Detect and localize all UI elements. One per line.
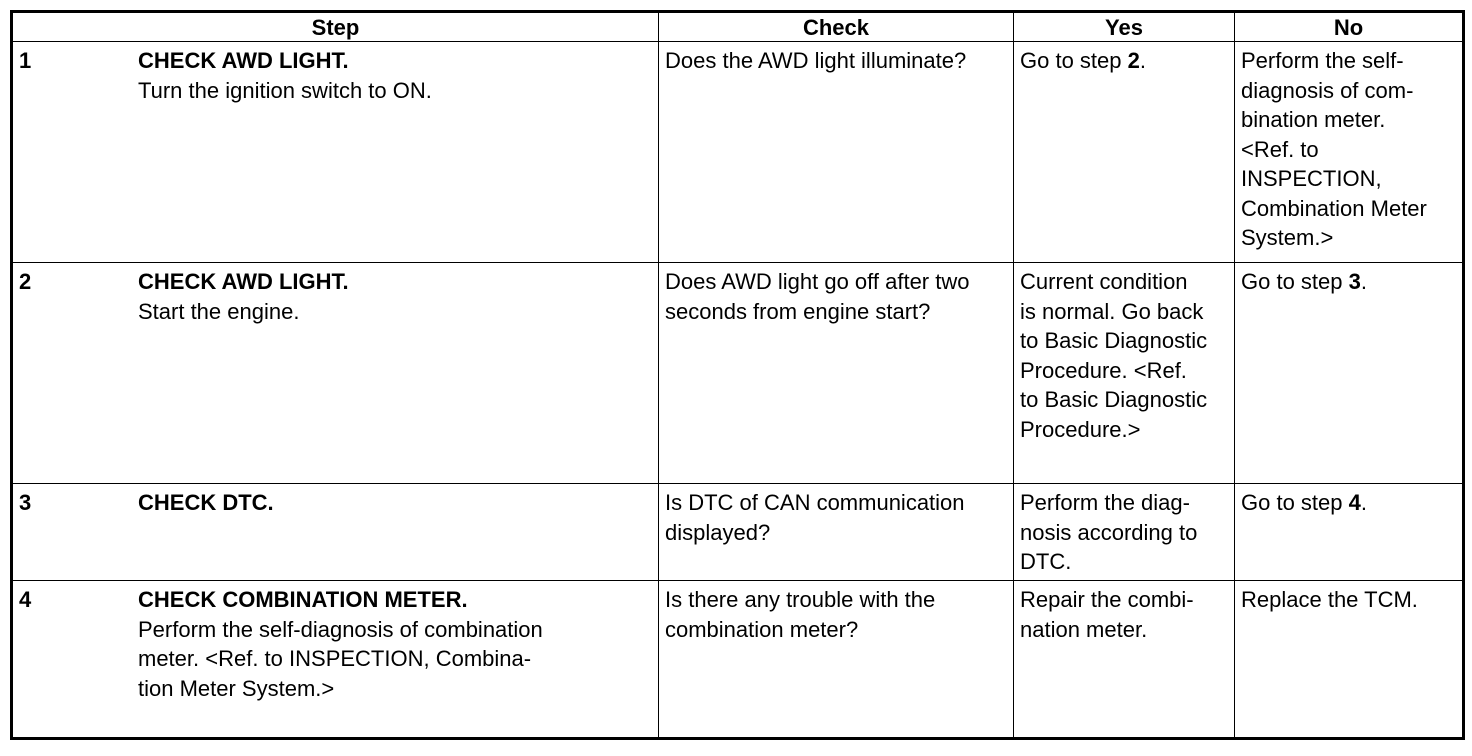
check-line: combination meter? xyxy=(665,616,859,642)
step-title: CHECK AWD LIGHT. xyxy=(138,269,349,294)
no-line: <Ref. to xyxy=(1241,136,1319,162)
yes-cell xyxy=(1014,263,1235,484)
yes-cell xyxy=(1014,484,1235,581)
table-row xyxy=(12,42,1464,263)
no-suffix: . xyxy=(1360,490,1367,515)
no-prefix: Go to step xyxy=(1241,490,1349,515)
yes-line: nation meter. xyxy=(1020,616,1148,642)
table-row xyxy=(12,484,1464,581)
check-cell xyxy=(659,484,1014,581)
no-line: diagnosis of com- xyxy=(1241,77,1414,103)
yes-line: Repair the combi- xyxy=(1020,587,1194,612)
header-no: No xyxy=(1235,12,1464,42)
no-cell xyxy=(1235,484,1464,581)
no-suffix: . xyxy=(1360,269,1367,294)
yes-cell xyxy=(1014,42,1235,263)
check-line: Is there any trouble with the xyxy=(665,587,936,612)
yes-prefix: Go to step xyxy=(1020,48,1128,73)
step-number: 4 xyxy=(19,587,32,612)
no-line: INSPECTION, xyxy=(1241,166,1382,191)
step-cell xyxy=(12,42,659,263)
step-description: Start the engine. xyxy=(138,298,300,324)
no-cell xyxy=(1235,42,1464,263)
check-cell xyxy=(659,263,1014,484)
yes-line: Procedure. <Ref. xyxy=(1020,357,1187,383)
no-line: Combination Meter xyxy=(1241,195,1427,221)
yes-cell xyxy=(1014,581,1235,739)
no-text: Replace the TCM. xyxy=(1241,587,1418,612)
check-line: Does AWD light go off after two xyxy=(665,269,970,294)
no-line: System.> xyxy=(1241,225,1334,250)
header-yes: Yes xyxy=(1014,12,1235,42)
header-step: Step xyxy=(12,12,659,42)
step-description: Turn the ignition switch to ON. xyxy=(138,77,432,103)
yes-suffix: . xyxy=(1139,48,1146,73)
step-description-line: meter. <Ref. to INSPECTION, Combina- xyxy=(138,646,532,671)
table-row xyxy=(12,581,1464,739)
step-cell xyxy=(12,263,659,484)
no-step-number: 3 xyxy=(1348,269,1361,294)
header-row xyxy=(12,12,1464,42)
step-number: 1 xyxy=(19,48,32,73)
check-text: Does the AWD light illuminate? xyxy=(665,48,967,73)
step-title: CHECK COMBINATION METER. xyxy=(138,587,468,612)
check-line: seconds from engine start? xyxy=(665,298,931,324)
yes-line: is normal. Go back xyxy=(1020,298,1204,324)
diagnostic-procedure-table xyxy=(10,10,1465,740)
step-title: CHECK DTC. xyxy=(138,490,274,515)
no-cell xyxy=(1235,581,1464,739)
step-description-line: Perform the self-diagnosis of combination xyxy=(138,616,543,642)
no-line: Perform the self- xyxy=(1241,48,1404,73)
yes-line: nosis according to xyxy=(1020,519,1198,545)
no-prefix: Go to step xyxy=(1241,269,1349,294)
no-line: bination meter. xyxy=(1241,107,1386,132)
step-number: 2 xyxy=(19,269,32,294)
check-line: Is DTC of CAN communication xyxy=(665,490,965,515)
yes-line: to Basic Diagnostic xyxy=(1020,387,1208,412)
step-number: 3 xyxy=(19,490,32,515)
step-description-line: tion Meter System.> xyxy=(138,675,335,701)
check-cell xyxy=(659,42,1014,263)
table-row xyxy=(12,263,1464,484)
yes-line: to Basic Diagnostic xyxy=(1020,328,1208,353)
yes-step-number: 2 xyxy=(1127,48,1140,73)
step-cell xyxy=(12,581,659,739)
no-step-number: 4 xyxy=(1348,490,1361,515)
check-line: displayed? xyxy=(665,519,771,545)
yes-line: Perform the diag- xyxy=(1020,490,1190,515)
header-check: Check xyxy=(659,12,1014,42)
step-cell xyxy=(12,484,659,581)
yes-line: DTC. xyxy=(1020,549,1072,574)
yes-line: Current condition xyxy=(1020,269,1188,294)
check-cell xyxy=(659,581,1014,739)
no-cell xyxy=(1235,263,1464,484)
step-title: CHECK AWD LIGHT. xyxy=(138,48,349,73)
yes-line: Procedure.> xyxy=(1020,416,1141,442)
